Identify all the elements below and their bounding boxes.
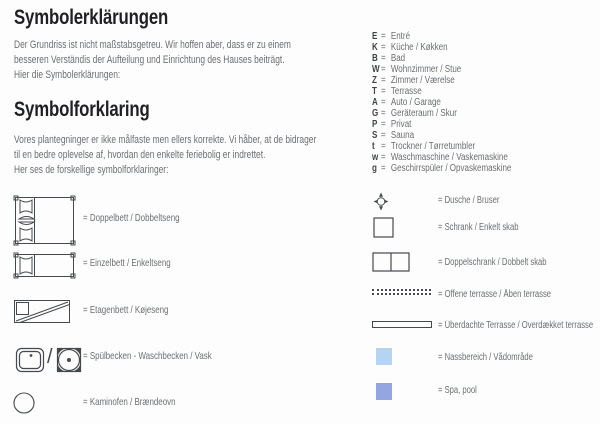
intro-german-line: besseren Verständis der Aufteilung und Einrichtung des Hauses beiträgt. <box>14 54 285 66</box>
equals-sign: = <box>381 42 386 53</box>
legend-item-label: = Dusche / Bruser <box>438 195 500 206</box>
legend-item-label: = Spülbecken - Waschbecken / Vask <box>83 351 212 362</box>
shower-icon <box>373 192 389 211</box>
abbreviation-row <box>372 130 511 141</box>
abbreviation-label: Entré <box>390 31 411 42</box>
abbreviation-row <box>372 141 511 152</box>
equals-sign: = <box>381 108 386 119</box>
abbreviation-row <box>372 31 511 42</box>
wet-area-icon <box>376 348 392 365</box>
abbreviation-key: K <box>372 42 378 53</box>
abbreviation-label: Geschirrspüler / Opvaskemaskine <box>390 163 512 174</box>
abbreviation-key: A <box>372 97 378 108</box>
equals-sign: = <box>381 119 386 130</box>
equals-sign: = <box>381 141 386 152</box>
abbreviation-row <box>372 119 511 130</box>
abbreviation-label: Trockner / Tørretumbler <box>390 141 476 152</box>
double-cabinet-icon <box>372 252 410 272</box>
intro-danish-line: Her ses de forskellige symbolforklaringer: <box>14 164 169 176</box>
page-title-german: Symbolerklärungen <box>14 6 169 29</box>
legend-item-label: = Schrank / Enkelt skab <box>438 222 519 233</box>
abbreviation-key: t <box>372 141 375 152</box>
abbreviation-key: E <box>372 31 378 42</box>
kitchen-sink-icon <box>15 347 45 373</box>
abbreviation-key: T <box>372 86 377 97</box>
double-bed-icon <box>13 195 76 246</box>
abbreviation-key: G <box>372 108 379 119</box>
page-title-danish: Symbolforklaring <box>14 98 150 121</box>
equals-sign: = <box>381 86 386 97</box>
spa-pool-icon <box>376 383 392 400</box>
abbreviation-row <box>372 75 511 86</box>
wash-basin-icon <box>56 347 82 373</box>
bunk-bed-icon <box>13 299 71 324</box>
abbreviation-row <box>372 86 511 97</box>
abbreviation-row <box>372 97 511 108</box>
abbreviation-key: B <box>372 53 378 64</box>
legend-item-label: = Offene terrasse / Åben terrasse <box>438 289 552 300</box>
abbreviation-label: Waschmaschine / Vaskemaskine <box>390 152 508 163</box>
abbreviation-label: Terrasse <box>390 86 422 97</box>
abbreviation-label: Auto / Garage <box>390 97 441 108</box>
intro-danish-line: Vores plantegninger er ikke målfaste men ellers korrekte. Vi håber, at de bidrager <box>14 134 317 146</box>
intro-german <box>14 38 369 83</box>
intro-german-line: Hier die Symbolerklärungen: <box>14 69 121 81</box>
equals-sign: = <box>381 53 386 64</box>
legend-item-label: = Spa, pool <box>438 385 477 396</box>
abbreviation-row <box>372 163 511 174</box>
legend-item-label: = Doppelschrank / Dobbelt skab <box>438 257 547 268</box>
legend-item-label: = Kaminofen / Brændeovn <box>83 397 176 408</box>
legend-item-label: = Doppelbett / Dobbeltseng <box>83 213 180 224</box>
single-bed-icon <box>13 252 76 279</box>
abbreviation-label: Zimmer / Værelse <box>390 75 455 86</box>
legend-item-label: = Nassbereich / Vådområde <box>438 352 533 363</box>
abbreviation-row <box>372 53 511 64</box>
covered-terrace-icon <box>372 321 432 328</box>
legend-item-label: = Etagenbett / Køjeseng <box>83 305 169 316</box>
abbreviation-label: Geräteraum / Skur <box>390 108 457 119</box>
intro-danish-line: til en bedre oplevelse af, hvordan den enkelte feriebolig er indrettet. <box>14 149 266 161</box>
equals-sign: = <box>381 130 386 141</box>
abbreviation-row <box>372 42 511 53</box>
abbreviation-key: Z <box>372 75 377 86</box>
abbreviation-label: Privat <box>390 119 412 130</box>
open-terrace-icon <box>372 289 431 295</box>
abbreviation-row <box>372 108 511 119</box>
legend-item-label: = Überdachte Terrasse / Overdækket terrasse <box>438 320 594 331</box>
equals-sign: = <box>381 163 386 174</box>
intro-danish <box>14 133 402 178</box>
equals-sign: = <box>381 75 386 86</box>
abbreviation-label: Küche / Køkken <box>390 42 448 53</box>
abbreviation-list <box>372 31 511 174</box>
abbreviation-key: W <box>372 64 380 75</box>
abbreviation-key: w <box>372 152 379 163</box>
single-cabinet-icon <box>373 217 394 238</box>
abbreviation-label: Sauna <box>390 130 415 141</box>
slash-separator: / <box>47 346 53 368</box>
equals-sign: = <box>381 31 386 42</box>
legend-item-label: = Einzelbett / Enkeltseng <box>83 258 171 269</box>
equals-sign: = <box>381 152 386 163</box>
abbreviation-row <box>372 152 511 163</box>
equals-sign: = <box>381 97 386 108</box>
abbreviation-key: P <box>372 119 378 130</box>
wood-stove-icon <box>13 392 35 414</box>
abbreviation-label: Bad <box>390 53 406 64</box>
abbreviation-row <box>372 64 511 75</box>
abbreviation-key: g <box>372 163 377 174</box>
equals-sign: = <box>381 64 386 75</box>
abbreviation-label: Wohnzimmer / Stue <box>390 64 462 75</box>
abbreviation-key: S <box>372 130 378 141</box>
intro-german-line: Der Grundriss ist nicht maßstabsgetreu. Wir hoffen aber, dass er zu einem <box>14 39 291 51</box>
